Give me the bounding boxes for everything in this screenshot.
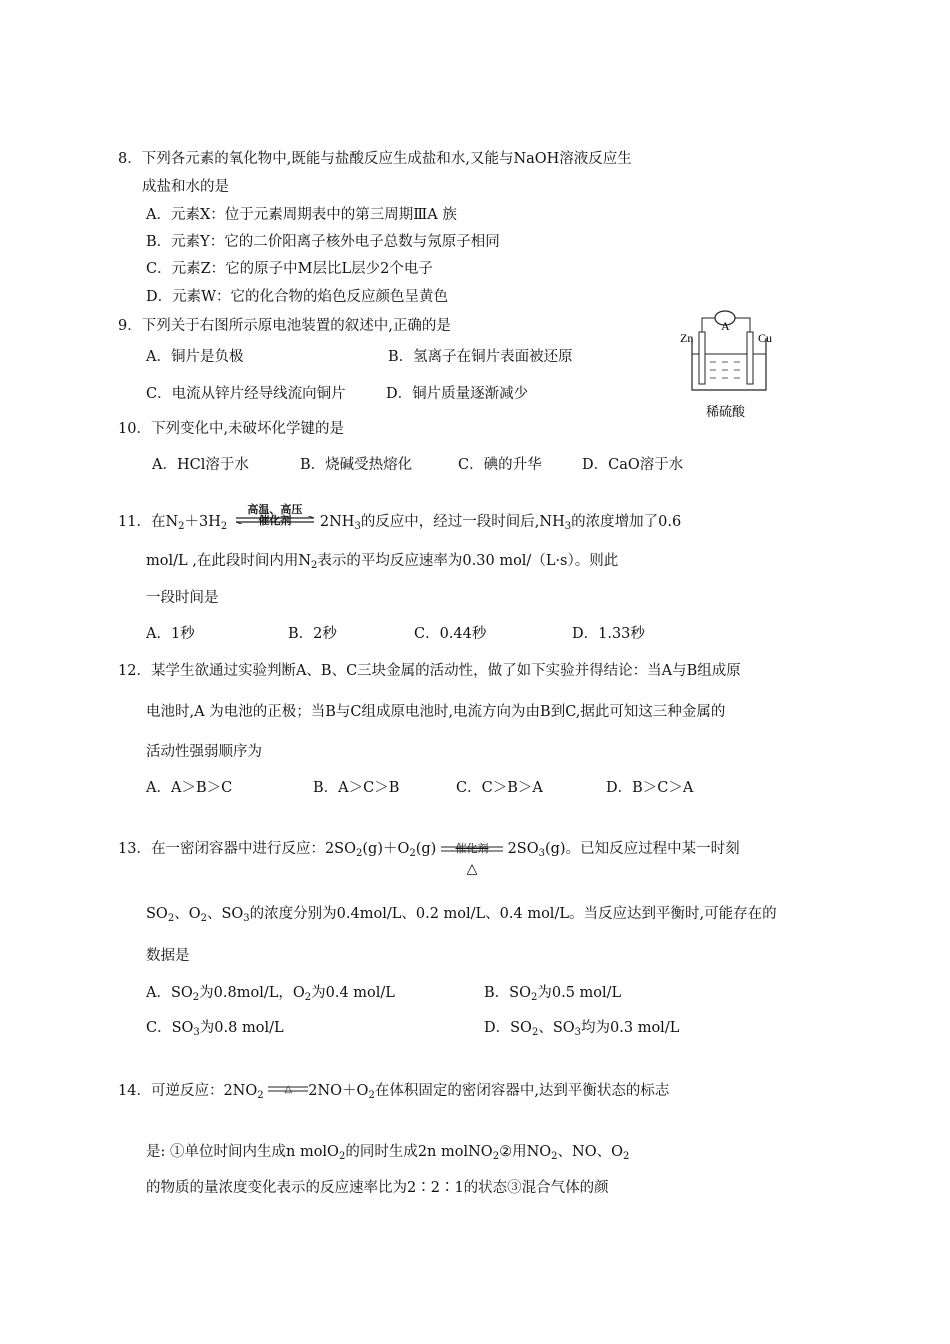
q11-option-b: B．2秒 [288, 626, 337, 642]
q14-line1: 14．可逆反应：$2NO_2$ △ $2NO+O_2$在体积固定的密闭容器中,达到平衡状态的标志 [118, 1081, 669, 1101]
q14-equilibrium-arrow [268, 1081, 308, 1101]
q12-option-a: A．A＞B＞C [146, 780, 233, 796]
galvanic-cell-diagram [680, 310, 790, 428]
galvanic-cell-figure [680, 310, 790, 428]
q9-option-b: B．氢离子在铜片表面被还原 [388, 349, 573, 365]
q8-stem-line1: 8．下列各元素的氧化物中,既能与盐酸反应生成盐和水,又能与NaOH溶液反应生 [118, 151, 632, 167]
q13-line1: 13．在一密闭容器中进行反应：$2SO_2(g)+O_2(g)$ 催化剂 △ $2SO_3(g)$。已知反应过程中某一时刻 [118, 841, 740, 877]
q9-option-a: A．铜片是负极 [146, 349, 244, 365]
q12-option-c: C．C＞B＞A [456, 780, 543, 796]
q13-option-d: D．$SO_2$、$SO_3$均为0.3 mol/L [484, 1020, 680, 1038]
q11-line2: mol/L ,在此段时间内用$N_2$表示的平均反应速率为0.30 mol/（L·s）。则此 [146, 553, 619, 571]
q13-option-c: C．$SO_3$为0.8 mol/L [146, 1020, 284, 1038]
q14-condition: △ [284, 1084, 293, 1095]
q11-line3: 一段时间是 [146, 590, 219, 606]
q10-option-b: B．烧碱受热熔化 [300, 457, 413, 473]
q12-line1: 12．某学生欲通过实验判断A、B、C三块金属的活动性，做了如下实验并得结论：当A与B组成原 [118, 663, 741, 679]
q13-condition-top: 催化剂 [455, 842, 489, 855]
zn-electrode [699, 332, 705, 384]
q13-line2: $SO_2$、$O_2$、$SO_3$的浓度分别为0.4mol/L、0.2 mol/L、0.4 mol/L。当反应达到平衡时,可能存在的 [146, 906, 777, 924]
wire-left [702, 318, 715, 332]
wire-right [735, 318, 750, 332]
q11-condition-top: 高温、高压 [247, 503, 303, 516]
q8-option-a: A．元素X：位于元素周期表中的第三周期ⅢA 族 [146, 207, 457, 223]
cu-label: Cu [758, 331, 773, 345]
q9-stem: 9．下列关于右图所示原电池装置的叙述中,正确的是 [118, 318, 451, 334]
q8-option-b: B．元素Y：它的二价阳离子核外电子总数与氖原子相同 [146, 234, 500, 250]
q9-option-c: C．电流从锌片经导线流向铜片 [146, 386, 346, 402]
q14-line3: 的物质的量浓度变化表示的反应速率比为2∶2∶1的状态③混合气体的颜 [146, 1180, 609, 1196]
q13-option-a: A．$SO_2$为0.8mol/L，$O_2$为0.4 mol/L [146, 985, 395, 1003]
q9-option-d: D．铜片质量逐渐减少 [386, 386, 529, 402]
q12-line2: 电池时,A 为电池的正极；当B与C组成原电池时,电流方向为由B到C,据此可知这三种金属的 [146, 704, 726, 720]
cu-electrode [747, 332, 753, 384]
q10-option-d: D．CaO溶于水 [582, 457, 684, 473]
zn-label: Zn [680, 331, 694, 345]
q10-option-a: A．HCl溶于水 [152, 457, 249, 473]
q13-condition-bottom: △ [466, 861, 478, 877]
q11-option-c: C．0.44秒 [414, 626, 487, 642]
q11-condition-bottom: 催化剂 [258, 514, 292, 527]
q13-option-b: B．$SO_2$为0.5 mol/L [484, 985, 622, 1003]
ammeter-label: A [721, 319, 730, 333]
q11-equilibrium-arrow [236, 503, 314, 532]
q13-equilibrium-arrow [441, 839, 503, 877]
q11-option-d: D．1.33秒 [572, 626, 645, 642]
liquid-hatch [710, 362, 740, 378]
q13-line3: 数据是 [146, 948, 190, 964]
q14-line2: 是: ①单位时间内生成n molO$_2$的同时生成2n molNO$_2$②用$NO_2$、NO、$O_2$ [146, 1144, 630, 1162]
q8-option-d: D．元素W：它的化合物的焰色反应颜色呈黄色 [146, 289, 449, 305]
q10-option-c: C．碘的升华 [458, 457, 542, 473]
q10-stem: 10．下列变化中,未破坏化学键的是 [118, 421, 345, 437]
q11-line1: 11．在$N_2+3H_2$ 高温、高压 催化剂 $2NH_3$的反应中，经过一段时间后$,NH_3$的浓度增加了0.6 [118, 512, 681, 532]
q12-line3: 活动性强弱顺序为 [146, 744, 262, 760]
q8-option-c: C．元素Z：它的原子中M层比L层少2个电子 [146, 261, 433, 277]
electrolyte-caption: 稀硫酸 [706, 405, 746, 420]
q12-option-d: D．B＞C＞A [606, 780, 694, 796]
q8-stem-line2: 成盐和水的是 [142, 179, 229, 195]
q11-option-a: A．1秒 [146, 626, 195, 642]
q12-option-b: B．A＞C＞B [313, 780, 400, 796]
